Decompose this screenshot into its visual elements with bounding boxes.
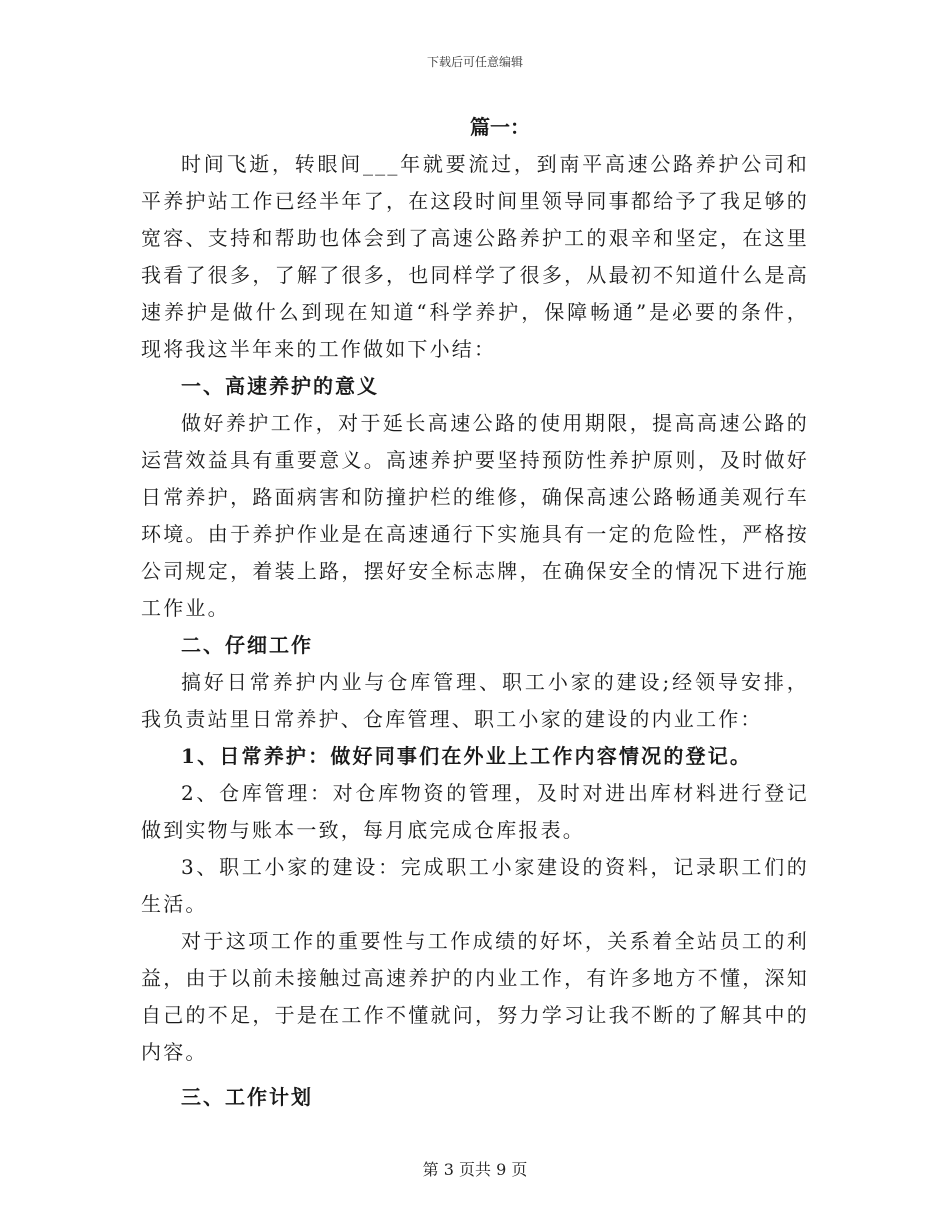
page-header-note: 下载后可任意编辑: [426, 55, 523, 69]
section-heading-1: 一、高速养护的意义: [181, 374, 379, 398]
section-1-paragraph: 做好养护工作，对于延长高速公路的使用期限，提高高速公路的运营效益具有重要意义。高速养护要坚持预防性养护原则，及时做好日常养护，路面病害和防撞护栏的维修，确保高速公路畅通美观行车环境。由于养护作业是在高速通行下实施具有一定的危险性，严格按公司规定，着装上路，摆好安全标志牌，在确保安全的情况下进行施工作业。: [141, 411, 809, 620]
section-heading-3: 三、工作计划: [181, 1085, 313, 1109]
section-2-paragraph: 搞好日常养护内业与仓库管理、职工小家的建设;经领导安排，我负责站里日常养护、仓库管理、职工小家的建设的内业工作：: [141, 670, 809, 731]
intro-paragraph: 时间飞逝，转眼间___年就要流过，到南平高速公路养护公司和平养护站工作已经半年了，在这段时间里领导同事都给予了我足够的宽容、支持和帮助也体会到了高速公路养护工的艰辛和坚定，在这里我看了很多，了解了很多，也同样学了很多，从最初不知道什么是高速养护是做什么到现在知道“科学养护，保障畅通”是必要的条件，现将我这半年来的工作做如下小结：: [141, 152, 809, 361]
list-item-warehouse-management: 2、仓库管理：对仓库物资的管理，及时对进出库材料进行登记做到实物与账本一致，每月底完成仓库报表。: [141, 781, 809, 842]
list-item-staff-home: 3、职工小家的建设：完成职工小家建设的资料，记录职工们的生活。: [141, 855, 809, 916]
section-heading-2: 二、仔细工作: [181, 633, 313, 657]
document-body: [141, 108, 809, 1116]
document-title: 篇一：: [470, 115, 530, 139]
page-footer-number: 第 3 页共 9 页: [422, 1160, 528, 1179]
list-item-daily-maintenance: 1、日常养护：做好同事们在外业上工作内容情况的登记。: [181, 744, 753, 768]
section-2-summary-paragraph: 对于这项工作的重要性与工作成绩的好坏，关系着全站员工的利益，由于以前未接触过高速养护的内业工作，有许多地方不懂，深知自己的不足，于是在工作不懂就问，努力学习让我不断的了解其中的内容。: [141, 929, 809, 1064]
